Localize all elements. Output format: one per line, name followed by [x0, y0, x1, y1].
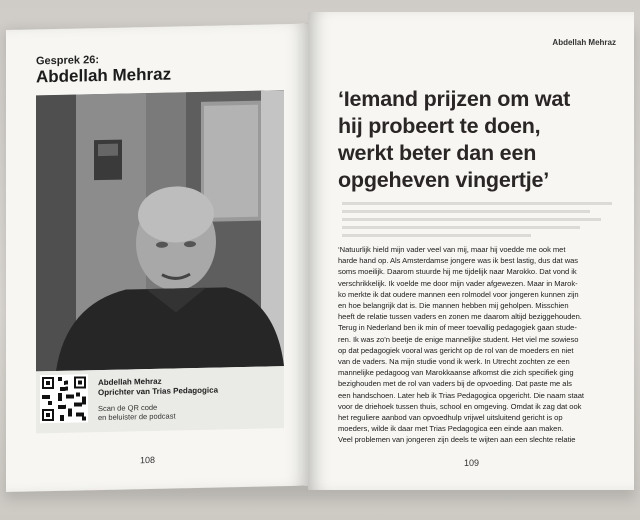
page-number-right: 109	[464, 458, 480, 468]
caption-role: Oprichter van Trias Pedagogica	[98, 385, 219, 398]
right-page	[308, 12, 634, 490]
body-text-line: van de vaders. Na mijn studie vond ik werk. In Utrecht zochten ze een	[338, 357, 570, 367]
caption-scan-instruction-2: en beluister de podcast	[98, 411, 176, 423]
body-text-line: verschrikkelijk. Ik voelde me door mijn vader afgewezen. Maar in Marok-	[338, 278, 578, 288]
caption-name: Abdellah Mehraz	[98, 376, 162, 388]
pull-quote-line: ‘Iemand prijzen om wat	[338, 87, 571, 111]
chapter-title: Abdellah Mehraz	[36, 64, 172, 87]
body-text-line: op dat pedagogiek vooral was gericht op de rol van de moeders en niet	[338, 345, 574, 355]
show-through-text	[342, 202, 612, 242]
body-text-line: harde hand op. Als Amsterdamse jongere was ik best lastig, dus dat was	[338, 256, 579, 266]
page-number-left: 108	[140, 454, 156, 466]
pull-quote-line: opgeheven vingertje’	[338, 168, 550, 192]
body-text-line: soms moeilijk. Daarom stuurde hij me tijdelijk naar Marokko. Dat vond ik	[338, 267, 577, 277]
body-text-line: een handschoen. Later heb ik Trias Pedagogica opgericht. Die naam staat	[338, 390, 584, 400]
podcast-qr-code[interactable]	[40, 374, 88, 423]
body-text-line: ‘Natuurlijk hield mijn vader veel van mij, maar hij voedde me ook met	[338, 245, 566, 254]
body-text-line: mannelijke pedagoog van Marokkaanse afkomst die zich specifiek ging	[338, 368, 574, 378]
pull-quote	[338, 86, 628, 194]
body-text-line: bezighouden met de rol van vaders bij de opvoeding. Dat paste me als	[338, 379, 572, 389]
running-head: Abdellah Mehraz	[552, 38, 616, 47]
body-text-line: ko merkte ik dat oudere mannen een rolmodel voor jongeren kunnen zijn	[338, 289, 579, 299]
body-text-line: Terug in Nederland ben ik min of meer toevallig pedagogiek gaan stude-	[338, 323, 577, 333]
pull-quote-line: werkt beter dan een	[338, 141, 537, 165]
body-text-line: het reguliere aanbod van opvoedhulp vrijwel uitsluitend gericht is op	[338, 413, 563, 423]
body-text-line: ren. Ik was zo’n beetje de enige mannelijke student. Het viel me sowieso	[338, 334, 579, 344]
body-text-line: Veel problemen van jongeren zijn deels te wijten aan een slechte relatie	[338, 435, 576, 445]
body-text	[338, 244, 624, 446]
body-text-line: en hoe belangrijk dat is. Die mannen hebben mij geholpen. Misschien	[338, 301, 569, 311]
chapter-label: Gesprek 26:	[36, 54, 99, 68]
left-page	[6, 24, 308, 492]
body-text-line: voor de driehoek tussen thuis, school en omgeving. Omdat ik zag dat ook	[338, 401, 582, 411]
body-text-line: moeders, wilde ik daar met Trias Pedagogica een einde aan maken.	[338, 424, 564, 434]
portrait-photo	[36, 90, 284, 371]
pull-quote-line: hij probeert te doen,	[338, 114, 541, 138]
caption-scan-instruction: Scan de QR code	[98, 402, 158, 414]
caption-box	[36, 366, 284, 433]
body-text-line: heeft de relatie tussen vaders en zonen me daarom altijd beziggehouden.	[338, 312, 582, 322]
